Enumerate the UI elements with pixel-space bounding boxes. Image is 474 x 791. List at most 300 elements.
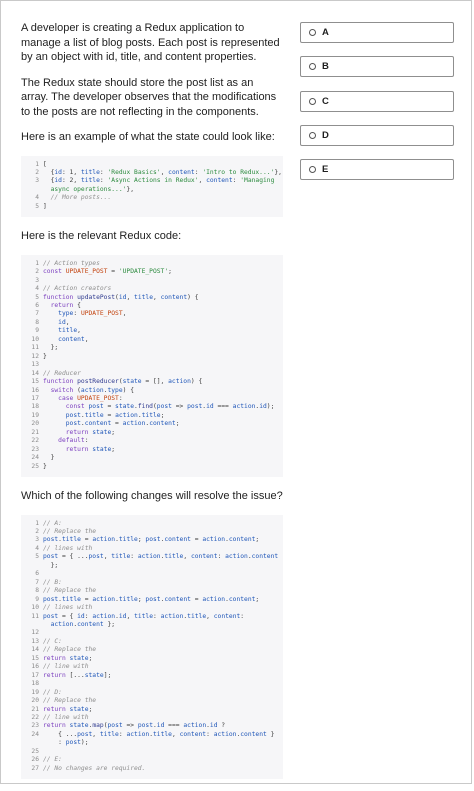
code-token: // Reducer — [43, 369, 81, 377]
code-token: ; — [160, 411, 165, 419]
code-token: UPDATE_POST — [65, 268, 108, 276]
code-token: action — [122, 420, 146, 428]
code-line — [27, 553, 277, 561]
code-token: ]; — [103, 671, 112, 679]
code-token: action — [92, 595, 116, 603]
code-line — [27, 161, 277, 169]
code-token: , — [92, 730, 100, 738]
code-token: , — [126, 293, 135, 301]
line-number: 26 — [31, 756, 39, 764]
code-token: state — [84, 671, 104, 679]
code-token: ; — [137, 595, 146, 603]
code-token: // More posts... — [43, 194, 112, 202]
code-line — [27, 680, 277, 688]
code-token: , — [160, 168, 169, 176]
code-token: // line with — [43, 713, 89, 721]
code-line — [27, 203, 277, 211]
code-token: = — [111, 420, 123, 428]
code-token: post — [43, 536, 59, 544]
code-token: post — [187, 403, 203, 411]
code-token: content — [240, 730, 267, 738]
code-token: post — [88, 403, 104, 411]
code-token: return — [43, 722, 70, 730]
code-token: . — [202, 403, 207, 411]
option-label: A — [322, 27, 329, 38]
line-number: 18 — [31, 403, 39, 411]
code-line — [27, 536, 277, 544]
code-line — [27, 672, 277, 680]
code-token: ) { — [187, 293, 199, 301]
code-token: map — [92, 722, 104, 730]
line-number: 4 — [35, 194, 39, 202]
code-line — [27, 604, 277, 612]
code-token: . — [160, 536, 165, 544]
code-line — [27, 520, 277, 528]
option-d[interactable] — [300, 125, 454, 146]
code-token: default — [43, 437, 85, 445]
code-line — [27, 528, 277, 536]
line-number: 17 — [31, 394, 39, 402]
code-block-redux-code — [21, 255, 283, 477]
code-token: ; — [137, 536, 146, 544]
code-token: action — [126, 730, 150, 738]
code-line — [27, 446, 277, 454]
code-token: ( — [118, 378, 123, 386]
line-number: 10 — [31, 604, 39, 612]
code-line — [27, 697, 277, 705]
code-line — [27, 387, 277, 395]
code-token: return — [43, 428, 93, 436]
code-token: switch — [43, 386, 78, 394]
line-number: 7 — [35, 310, 39, 318]
line-number: 2 — [35, 528, 39, 535]
line-number: 25 — [31, 747, 39, 755]
code-token: ; — [168, 268, 172, 276]
line-number: 15 — [31, 378, 39, 386]
code-token: title — [84, 411, 104, 419]
code-token: id — [156, 722, 165, 730]
code-token: }; — [43, 561, 59, 569]
line-number: 15 — [31, 654, 39, 662]
code-token: . — [58, 536, 62, 544]
code-token: , — [206, 612, 214, 620]
line-number: 3 — [35, 177, 39, 185]
option-b[interactable] — [300, 56, 454, 77]
code-token: . — [255, 403, 260, 411]
code-token: state — [122, 378, 142, 386]
code-token: content — [149, 420, 176, 428]
code-line — [27, 177, 277, 185]
code-token: ); — [266, 403, 275, 411]
code-token: : 1, — [61, 168, 81, 176]
code-line — [27, 621, 277, 629]
code-token: post — [145, 595, 161, 603]
code-token: action — [160, 612, 184, 620]
code-token: . — [115, 595, 119, 603]
line-number: 23 — [31, 445, 39, 453]
code-token: post — [43, 595, 59, 603]
code-token: state — [92, 445, 112, 453]
code-token: action — [80, 386, 104, 394]
code-token: title — [61, 536, 81, 544]
code-token: async operations...' — [43, 185, 127, 193]
code-token: // No changes are required. — [43, 764, 146, 772]
code-line — [27, 663, 277, 671]
code-token: ) { — [122, 386, 135, 394]
code-token: : — [84, 437, 89, 445]
code-token: updatePost — [77, 293, 116, 301]
option-label: D — [322, 129, 329, 141]
code-line — [27, 344, 277, 352]
code-token: action — [115, 411, 138, 419]
code-token: title — [99, 730, 119, 738]
code-token: , — [84, 335, 89, 343]
code-line — [27, 748, 277, 756]
code-line — [27, 194, 277, 202]
code-token: post — [137, 722, 153, 730]
code-line — [27, 646, 277, 654]
code-token: . — [149, 730, 153, 738]
code-line — [27, 168, 282, 177]
code-token: }; — [103, 620, 116, 628]
code-token: ( — [115, 293, 119, 301]
code-token: = — [103, 411, 116, 419]
code-line — [27, 731, 277, 739]
code-token: function — [43, 293, 78, 301]
code-line — [27, 463, 277, 471]
line-number: 10 — [31, 335, 39, 343]
code-token: id — [259, 403, 267, 411]
line-number: 4 — [35, 544, 39, 552]
code-token: [... — [69, 671, 85, 679]
code-token: ; — [111, 445, 116, 453]
code-line — [27, 361, 277, 369]
code-line — [27, 570, 277, 578]
code-token: id — [43, 318, 66, 326]
code-token: { ... — [43, 730, 78, 738]
code-token: id — [206, 403, 214, 411]
code-token: function — [43, 378, 78, 386]
code-token: id — [54, 177, 62, 185]
code-token: : — [99, 177, 108, 185]
code-line — [27, 403, 277, 411]
code-token: post — [43, 420, 81, 428]
code-token: ; — [175, 420, 180, 428]
code-token: case — [43, 394, 78, 402]
radio-circle-icon[interactable] — [309, 98, 316, 105]
code-token: . — [160, 553, 165, 561]
code-token: . — [160, 595, 165, 603]
code-token: , — [103, 553, 112, 561]
code-line — [27, 378, 277, 386]
line-number: 1 — [35, 160, 39, 168]
code-token: return — [43, 705, 70, 713]
code-token: 'Managing — [240, 177, 275, 185]
code-token: === — [213, 403, 233, 411]
code-line — [27, 319, 277, 327]
code-token: , — [183, 553, 191, 561]
code-token: . — [134, 403, 138, 411]
code-token: id — [118, 612, 127, 620]
code-token: // Action types — [43, 259, 100, 267]
code-token: . — [80, 411, 85, 419]
code-token: return — [43, 671, 70, 679]
code-line — [27, 579, 277, 587]
code-token: action — [232, 403, 256, 411]
code-token: = — [107, 268, 119, 276]
code-token: , — [153, 293, 161, 301]
code-line — [27, 587, 277, 595]
option-c[interactable] — [300, 91, 454, 112]
line-number: 13 — [31, 361, 39, 369]
code-token: , — [122, 310, 127, 318]
code-line — [27, 689, 277, 697]
code-token: : — [232, 177, 241, 185]
line-number: 8 — [35, 318, 39, 326]
line-number: 16 — [31, 663, 39, 671]
code-line — [27, 412, 277, 420]
code-token: state — [69, 705, 89, 713]
code-token: : 2, — [61, 177, 81, 185]
code-token: action — [92, 612, 116, 620]
code-token: }, — [274, 168, 282, 176]
code-token: = — [103, 403, 116, 411]
code-line — [27, 655, 277, 663]
code-token: post — [43, 612, 59, 620]
line-number: 1 — [35, 519, 39, 527]
code-token: // E: — [43, 756, 62, 764]
code-token: id — [209, 722, 218, 730]
line-number: 3 — [35, 536, 39, 544]
code-token: 'Async Actions in Redux' — [107, 177, 199, 185]
code-token: post — [156, 403, 172, 411]
code-line — [27, 714, 277, 722]
code-token: post — [43, 411, 81, 419]
line-number: 18 — [31, 680, 39, 688]
code-token: . — [73, 620, 78, 628]
line-number: 22 — [31, 437, 39, 445]
code-token: title — [80, 177, 100, 185]
code-token: . — [80, 420, 85, 428]
line-number: 14 — [31, 646, 39, 654]
code-token: ; — [88, 705, 93, 713]
code-token: content — [251, 553, 279, 561]
code-line — [27, 302, 277, 310]
line-number: 16 — [31, 386, 39, 394]
code-token: post — [107, 722, 123, 730]
code-token: ; — [88, 654, 93, 662]
code-line — [27, 353, 277, 361]
code-token: title — [153, 730, 172, 738]
code-token: ? — [217, 722, 226, 730]
line-number: 7 — [35, 578, 39, 586]
code-token: . — [88, 722, 93, 730]
code-token: 'Redux Basics' — [107, 168, 161, 176]
code-token: ( — [77, 386, 81, 394]
code-line — [27, 277, 277, 285]
code-block-state-example — [21, 156, 283, 218]
code-token: . — [103, 386, 108, 394]
code-token: content — [228, 536, 256, 544]
code-token: action — [92, 536, 116, 544]
code-token: action — [43, 620, 74, 628]
line-number: 6 — [35, 570, 39, 578]
code-token: } — [43, 462, 47, 470]
code-token: content — [43, 335, 85, 343]
code-token: ] — [43, 202, 47, 210]
code-token: : — [206, 730, 214, 738]
code-line — [27, 437, 277, 445]
line-number: 21 — [31, 705, 39, 713]
line-number: 2 — [35, 268, 39, 276]
code-token: { — [43, 177, 55, 185]
code-line — [27, 613, 277, 621]
code-token: ( — [152, 403, 157, 411]
code-line — [27, 722, 277, 730]
code-token: content — [77, 620, 104, 628]
code-token: action — [168, 378, 191, 386]
code-token: // B: — [43, 578, 62, 586]
question-body — [21, 21, 283, 791]
line-number: 5 — [35, 293, 39, 301]
code-token: : — [73, 310, 81, 318]
code-token: : — [153, 612, 161, 620]
code-token: title — [43, 327, 78, 335]
line-number: 19 — [31, 688, 39, 696]
code-token: find — [137, 403, 153, 411]
code-token: = { — [58, 612, 78, 620]
code-token: = { ... — [58, 553, 89, 561]
code-token: => — [171, 403, 188, 411]
code-line — [27, 294, 277, 302]
option-label: C — [322, 95, 329, 107]
line-number: 13 — [31, 637, 39, 645]
line-number: 4 — [35, 285, 39, 293]
code-token: title — [61, 595, 81, 603]
code-token: action — [213, 730, 237, 738]
option-e[interactable] — [300, 159, 454, 180]
code-token: : — [240, 612, 245, 620]
line-number: 25 — [31, 462, 39, 470]
code-token: }; — [43, 344, 59, 352]
code-token: title — [80, 168, 100, 176]
code-token: content — [168, 168, 195, 176]
code-token: content — [228, 595, 256, 603]
code-token: // lines with — [43, 604, 93, 612]
code-token: post — [145, 536, 161, 544]
line-number: 6 — [35, 301, 39, 309]
code-line — [27, 706, 277, 714]
code-token: => — [122, 722, 138, 730]
code-token: state — [69, 722, 89, 730]
code-token: state — [69, 654, 89, 662]
code-token: . — [225, 536, 229, 544]
code-token: , — [65, 318, 70, 326]
code-block-options-code — [21, 515, 283, 780]
code-line — [27, 739, 277, 747]
code-token: action — [225, 553, 248, 561]
code-token: // lines with — [43, 544, 93, 552]
line-number: 19 — [31, 411, 39, 419]
question-prompt: Which of the following changes will resolve the issue? — [21, 490, 283, 503]
code-line — [27, 268, 277, 276]
code-token: content — [179, 730, 207, 738]
radio-circle-icon[interactable] — [309, 29, 316, 36]
code-line — [27, 562, 277, 570]
option-a[interactable] — [300, 22, 454, 43]
line-number: 14 — [31, 369, 39, 377]
code-token: ( — [103, 722, 108, 730]
code-token: : — [84, 612, 93, 620]
code-token: state — [115, 403, 135, 411]
line-number: 8 — [35, 587, 39, 595]
code-token: type — [43, 310, 74, 318]
code-token: : — [217, 553, 226, 561]
line-number: 21 — [31, 428, 39, 436]
code-token: // A: — [43, 519, 62, 527]
code-token: title — [118, 595, 138, 603]
code-token: . — [137, 411, 142, 419]
code-token: . — [153, 722, 157, 730]
radio-circle-icon[interactable] — [309, 132, 316, 139]
code-token: . — [247, 553, 252, 561]
code-token: // C: — [43, 637, 62, 645]
code-token: id — [54, 168, 62, 176]
code-token: . — [236, 730, 241, 738]
code-token: === — [164, 722, 184, 730]
code-token: }, — [126, 185, 134, 193]
code-line — [27, 310, 277, 318]
answer-options — [300, 22, 454, 193]
code-token: content — [84, 420, 112, 428]
code-token: // Replace the — [43, 587, 97, 595]
line-number: 5 — [35, 553, 39, 561]
line-number: 20 — [31, 420, 39, 428]
line-number: 5 — [35, 202, 39, 210]
code-token: ; — [255, 595, 260, 603]
code-token: , — [198, 177, 207, 185]
code-token: : — [99, 168, 108, 176]
radio-circle-icon[interactable] — [309, 166, 316, 173]
code-token: type — [107, 386, 123, 394]
code-token: title — [141, 411, 161, 419]
code-token: , — [77, 327, 81, 335]
code-token: title — [118, 536, 138, 544]
code-line — [27, 429, 277, 437]
code-token: : — [194, 168, 203, 176]
code-token: ); — [80, 739, 89, 747]
code-token: // Replace the — [43, 646, 97, 654]
code-line — [27, 596, 277, 604]
code-token: post — [65, 739, 81, 747]
code-line — [27, 370, 277, 378]
line-number: 20 — [31, 697, 39, 705]
code-token: title — [134, 293, 153, 301]
code-token: = — [190, 595, 203, 603]
radio-circle-icon[interactable] — [309, 63, 316, 70]
code-token: : — [130, 553, 138, 561]
line-number: 12 — [31, 629, 39, 637]
line-number: 9 — [35, 327, 39, 335]
code-token: action — [202, 595, 226, 603]
code-token: = [], — [141, 378, 169, 386]
code-token: . — [58, 595, 62, 603]
code-token: } — [43, 352, 47, 360]
code-line — [27, 327, 277, 335]
code-token: content — [190, 553, 218, 561]
code-line — [27, 420, 277, 428]
code-token: , — [126, 612, 135, 620]
